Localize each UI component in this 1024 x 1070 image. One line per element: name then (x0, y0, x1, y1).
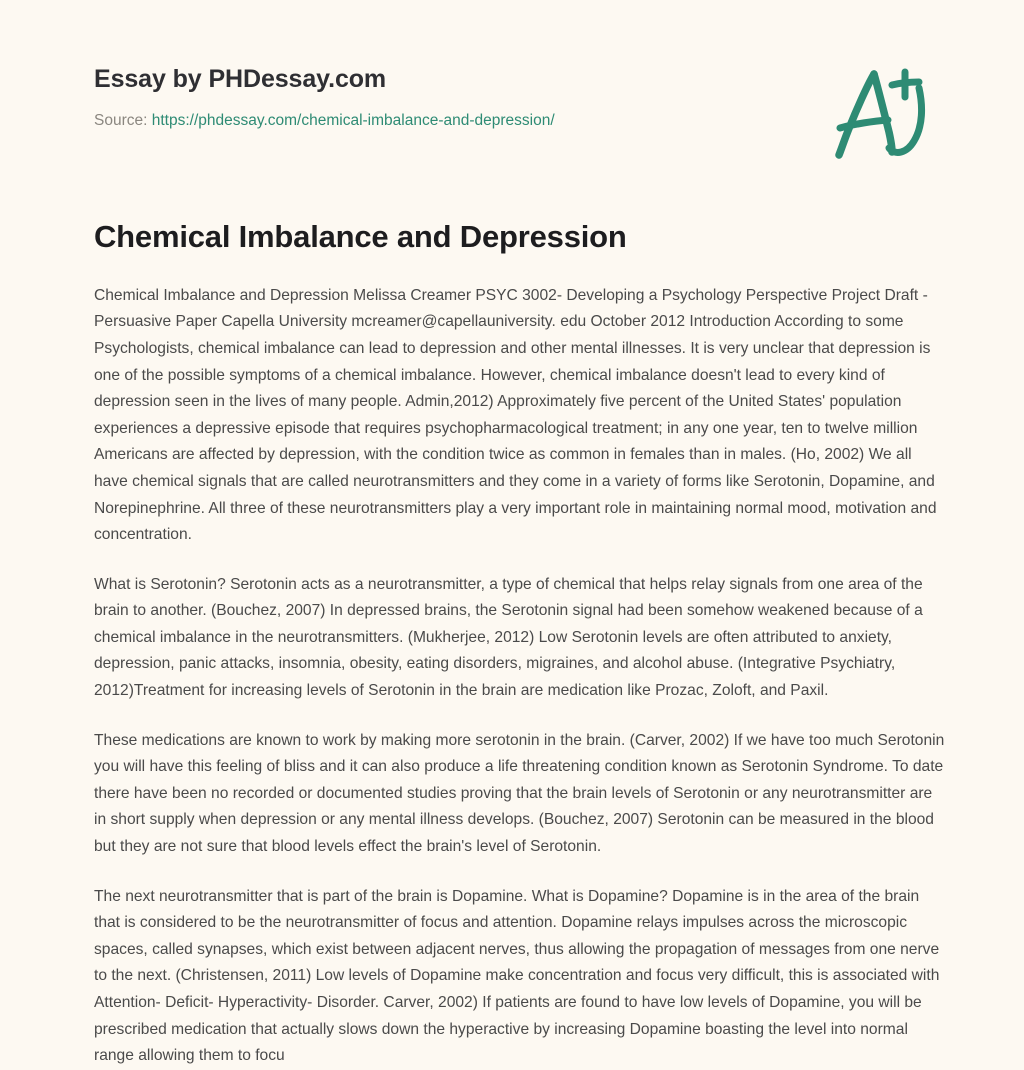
a-plus-grade-logo-icon (826, 62, 932, 166)
article-paragraph: The next neurotransmitter that is part of the brain is Dopamine. What is Dopamine? Dopamine is in the area of the brain that is considered to be the neurotransmitter of focus and attention. Dopamine relays impulses across the microscopic spaces, called synapses, which exist between adjacent nerves, thus allowing the propagation of messages from one nerve to the next. (Christensen, 2011) Low levels of Dopamine make concentration and focus very difficult, this is associated with Attention- Deficit- Hyperactivity- Disorder. Carver, 2002) If patients are found to have low levels of Dopamine, you will be prescribed medication that actually slows down the hyperactive by increasing Dopamine boasting the level into normal range allowing them to focu (94, 887, 940, 1065)
source-url-link[interactable]: https://phdessay.com/chemical-imbalance-and-depression/ (151, 112, 555, 129)
article-body (94, 283, 947, 1070)
article-paragraph: These medications are known to work by making more serotonin in the brain. (Carver, 2002) If we have too much Serotonin you will have this feeling of bliss and it can also produce a life threatening condition known as Serotonin Syndrome. To date there have been no recorded or documented studies proving that the brain levels of Serotonin or any neurotransmitter are in short supply when depression or any mental illness develops. (Bouchez, 2007) Serotonin can be measured in the blood but they are not sure that blood levels effect the brain's level of Serotonin. (94, 731, 945, 856)
article-title: Chemical Imbalance and Depression (94, 219, 627, 254)
article-paragraph: What is Serotonin? Serotonin acts as a neurotransmitter, a type of chemical that helps relay signals from one area of the brain to another. (Bouchez, 2007) In depressed brains, the Serotonin signal had been somehow weakened because of a chemical imbalance in the neurotransmitters. (Mukherjee, 2012) Low Serotonin levels are often attributed to anxiety, depression, panic attacks, insomnia, obesity, eating disorders, migraines, and alcohol abuse. (Integrative Psychiatry, 2012)Treatment for increasing levels of Serotonin in the brain are medication like Prozac, Zoloft, and Paxil. (94, 575, 923, 700)
source-label: Source: (94, 112, 148, 129)
article (94, 218, 947, 1070)
article-paragraph: Chemical Imbalance and Depression Melissa Creamer PSYC 3002- Developing a Psychology Perspective Project Draft - Persuasive Paper Capella University mcreamer@capellauniversity. edu October 2012 Introduction According to some Psychologists, chemical imbalance can lead to depression and other mental illnesses. It is very unclear that depression is one of the possible symptoms of a chemical imbalance. However, chemical imbalance doesn't lead to every kind of depression seen in the lives of many people. Admin,2012) Approximately five percent of the United States' population experiences a depressive episode that requires psychopharmacological treatment; in any one year, ten to twelve million Americans are affected by depression, with the condition twice as common in females than in males. (Ho, 2002) We all have chemical signals that are called neurotransmitters and they come in a variety of forms like Serotonin, Dopamine, and Norepinephrine. All three of these neurotransmitters play a very important role in maintaining normal mood, motivation and concentration. (94, 286, 937, 544)
brand-title: Essay by PHDessay.com (94, 65, 387, 93)
site-header (94, 64, 948, 174)
source-line (94, 111, 948, 131)
